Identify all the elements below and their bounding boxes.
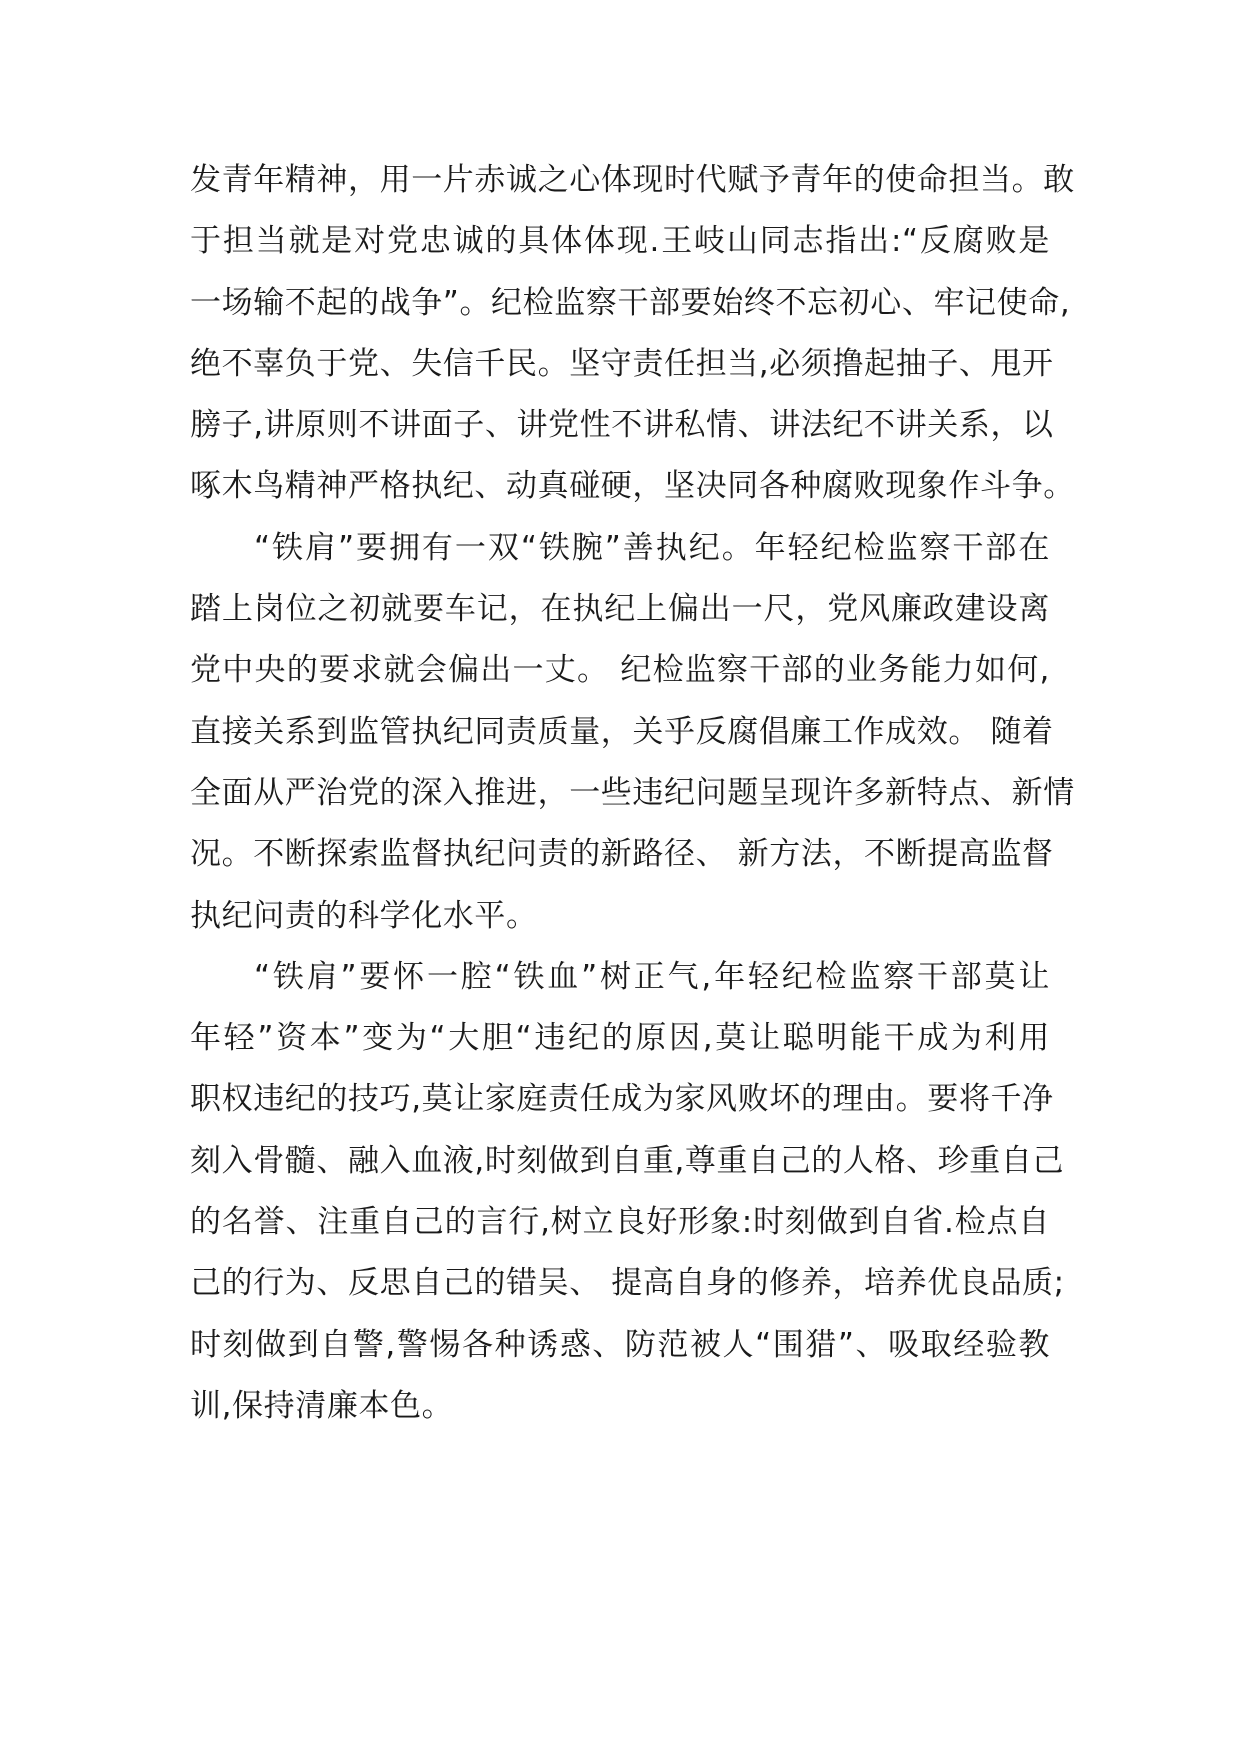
- paragraph-2-line-1: “铁肩”要拥有一双“铁腕”善执纪。年轻纪检监察干部在: [254, 529, 1050, 566]
- paragraph-2-line-6: 况。不断探索监督执纪问责的新路径、 新方法，不断提高监督: [190, 836, 1054, 873]
- paragraph-3-line-3: 职权违纪的技巧,莫让家庭责任成为家风败坏的理由。要将千净: [190, 1081, 1054, 1118]
- paragraph-1-line-5: 膀子,讲原则不讲面子、讲党性不讲私情、讲法纪不讲关系，以: [190, 407, 1054, 444]
- paragraph-3-line-4: 刻入骨髓、融入血液,时刻做到自重,尊重自己的人格、珍重自己: [190, 1142, 1065, 1179]
- paragraph-3-line-6: 己的行为、反思自己的错吴、 提高自身的修养，培养优良品质;: [190, 1265, 1065, 1302]
- paragraph-2-line-3: 党中央的要求就会偏出一丈。 纪检监察干部的业务能力如何,: [190, 652, 1050, 689]
- paragraph-3-line-5: 的名誉、注重自己的言行,树立良好形象:时刻做到自省.检点自: [190, 1204, 1050, 1241]
- body-text: [190, 150, 1075, 1437]
- paragraph-2-line-2: 踏上岗位之初就要车记，在执纪上偏出一尺，党风廉政建设离: [190, 591, 1050, 628]
- paragraph-3-line-2: 年轻”资本”变为“大胆“违纪的原因,莫让聪明能干成为利用: [190, 1020, 1050, 1057]
- paragraph-1-line-2: 于担当就是对党忠诚的具体体现.王岐山同志指出:“反腐败是: [190, 223, 1050, 260]
- paragraph-1-line-6: 啄木鸟精神严格执纪、动真碰硬，坚决同各种腐败现象作斗争。: [190, 468, 1075, 505]
- paragraph-2-line-4: 直接关系到监管执纪同责质量，关乎反腐倡廉工作成效。 随着: [190, 713, 1054, 750]
- paragraph-2-line-7: 执纪问责的科学化水平。: [190, 897, 538, 934]
- paragraph-2-line-5: 全面从严治党的深入推进，一些违纪问题呈现许多新特点、新情: [190, 774, 1075, 811]
- paragraph-3-line-1: “铁肩”要怀一腔“铁血”树正气,年轻纪检监察干部莫让: [254, 958, 1050, 995]
- paragraph-1-line-4: 绝不辜负于党、失信千民。坚守责任担当,必须撸起抽子、甩开: [190, 345, 1054, 382]
- paragraph-1-line-1: 发青年精神，用一片赤诚之心体现时代赋予青年的使命担当。敢: [190, 162, 1075, 198]
- paragraph-1-line-3: 一场输不起的战争”。纪检监察干部要始终不忘初心、牢记使命,: [190, 284, 1071, 321]
- paragraph-3-line-7: 时刻做到自警,警惕各种诱惑、防范被人“围猎”、吸取经验教: [190, 1326, 1050, 1363]
- paragraph-3-line-8: 训,保持清廉本色。: [190, 1387, 454, 1424]
